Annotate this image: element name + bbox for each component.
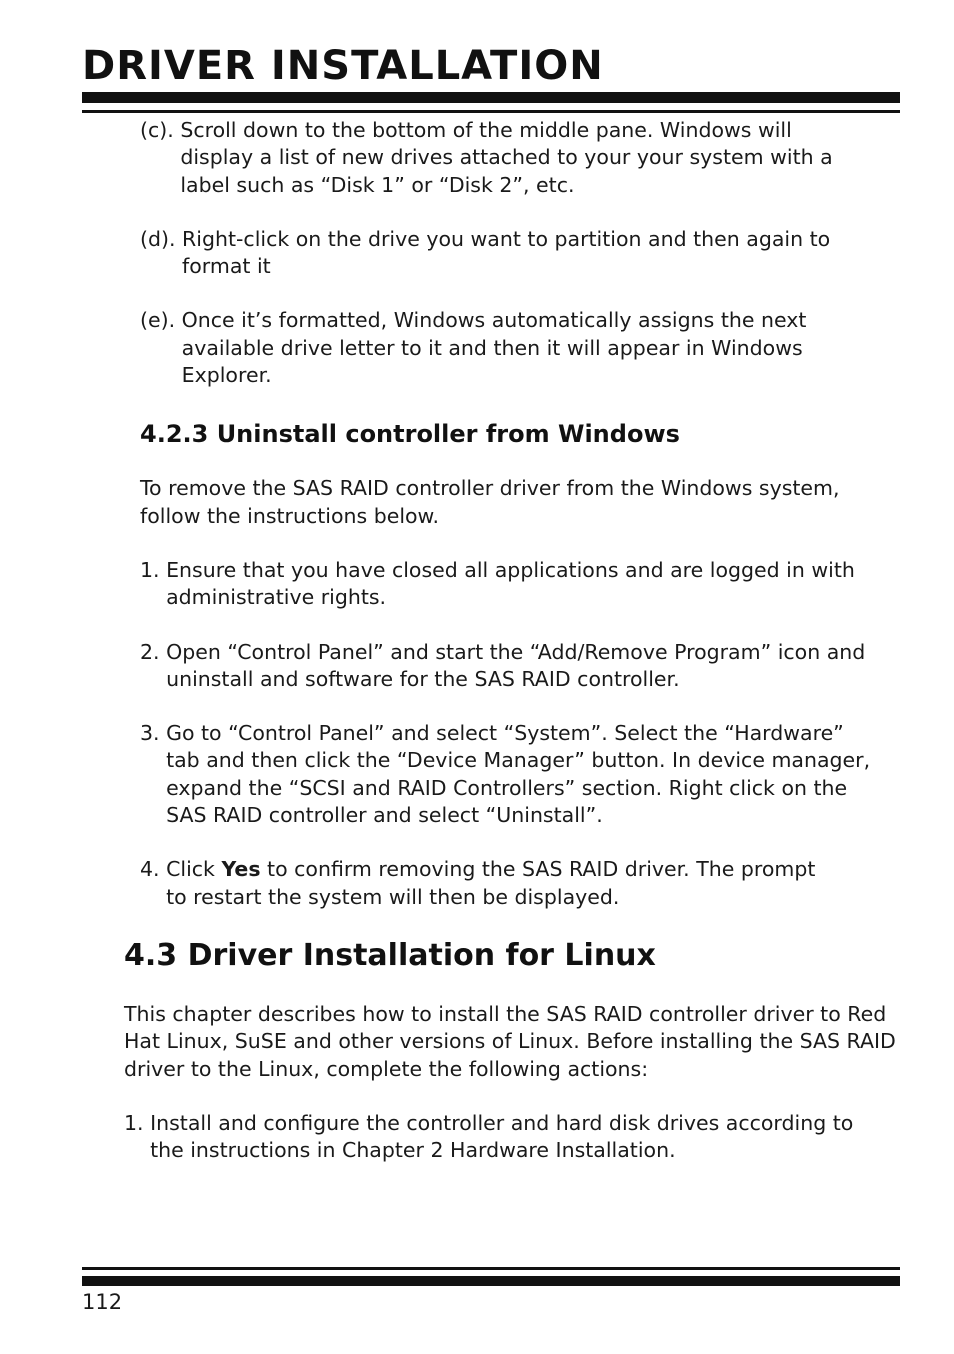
list-item-text: Right-click on the drive you want to partition and then again to format it	[182, 226, 831, 279]
list-item-text: Go to “Control Panel” and select “System”. Select the “Hardware” tab and then click the “Device Manager” button. In device manager, expand the “SCSI and RAID Controllers” section. Right click on the SAS RAID controller and select “Uninstall”.	[166, 721, 871, 828]
list-item-text-rest: to confirm removing the SAS RAID driver. The prompt to restart the system will then be displayed.	[166, 857, 816, 909]
list-item-text: Open “Control Panel” and start the “Add/Remove Program” icon and uninstall and software for the SAS RAID controller.	[166, 639, 866, 691]
list-item-number: (c).	[140, 118, 181, 142]
list-item	[140, 307, 892, 389]
list-item	[140, 117, 892, 199]
list-item-number: 1.	[124, 1110, 151, 1135]
yes-emphasis: Yes	[221, 857, 261, 882]
list-item	[124, 1110, 900, 1165]
list-item	[140, 639, 892, 694]
list-item-number: (d).	[140, 226, 183, 251]
page-title: DRIVER INSTALLATION	[82, 43, 604, 89]
partition-steps	[140, 117, 892, 389]
list-item-number: 1.	[140, 557, 167, 582]
list-item	[140, 856, 892, 911]
list-item	[140, 720, 892, 829]
subsection-heading: 4.2.3 Uninstall controller from Windows	[140, 420, 680, 449]
linux-section	[124, 936, 900, 1164]
list-item-number: 2.	[140, 639, 167, 664]
list-item-number: 3.	[140, 721, 167, 746]
uninstall-section	[140, 418, 892, 911]
list-item-number: 4.	[140, 857, 167, 882]
page-number: 112	[82, 1290, 123, 1314]
header-rule-thin	[82, 110, 900, 113]
list-item-text: Install and configure the controller and hard disk drives according to the instructions in Chapter 2 Hardware Installation.	[150, 1110, 854, 1163]
header-rule-thick	[82, 92, 900, 103]
list-item-text: Scroll down to the bottom of the middle pane. Windows will display a list of new drives attached to your your system with a label such as “Disk 1” or “Disk 2”, etc.	[180, 118, 833, 197]
list-item-text	[166, 856, 892, 911]
list-item-text: Ensure that you have closed all applications and are logged in with administrative rights.	[166, 557, 855, 610]
footer-rule-thin	[82, 1267, 900, 1270]
list-item	[140, 557, 892, 612]
footer-rule-thick	[82, 1276, 900, 1286]
section-intro: This chapter describes how to install the SAS RAID controller driver to Red Hat Linux, SuSE and other versions of Linux. Before installing the SAS RAID driver to the Linux, complete the following actions:	[124, 1001, 896, 1081]
list-item	[140, 226, 892, 281]
list-item-text: Once it’s formatted, Windows automatically assigns the next available drive letter to it and then it will appear in Windows Explorer.	[181, 308, 807, 388]
list-item-text-lead: Click	[166, 857, 222, 882]
subsection-intro: To remove the SAS RAID controller driver from the Windows system, follow the instructions below.	[140, 476, 840, 528]
list-item-number: (e).	[140, 308, 182, 333]
page-content	[0, 117, 954, 1164]
section-heading: 4.3 Driver Installation for Linux	[124, 937, 656, 973]
